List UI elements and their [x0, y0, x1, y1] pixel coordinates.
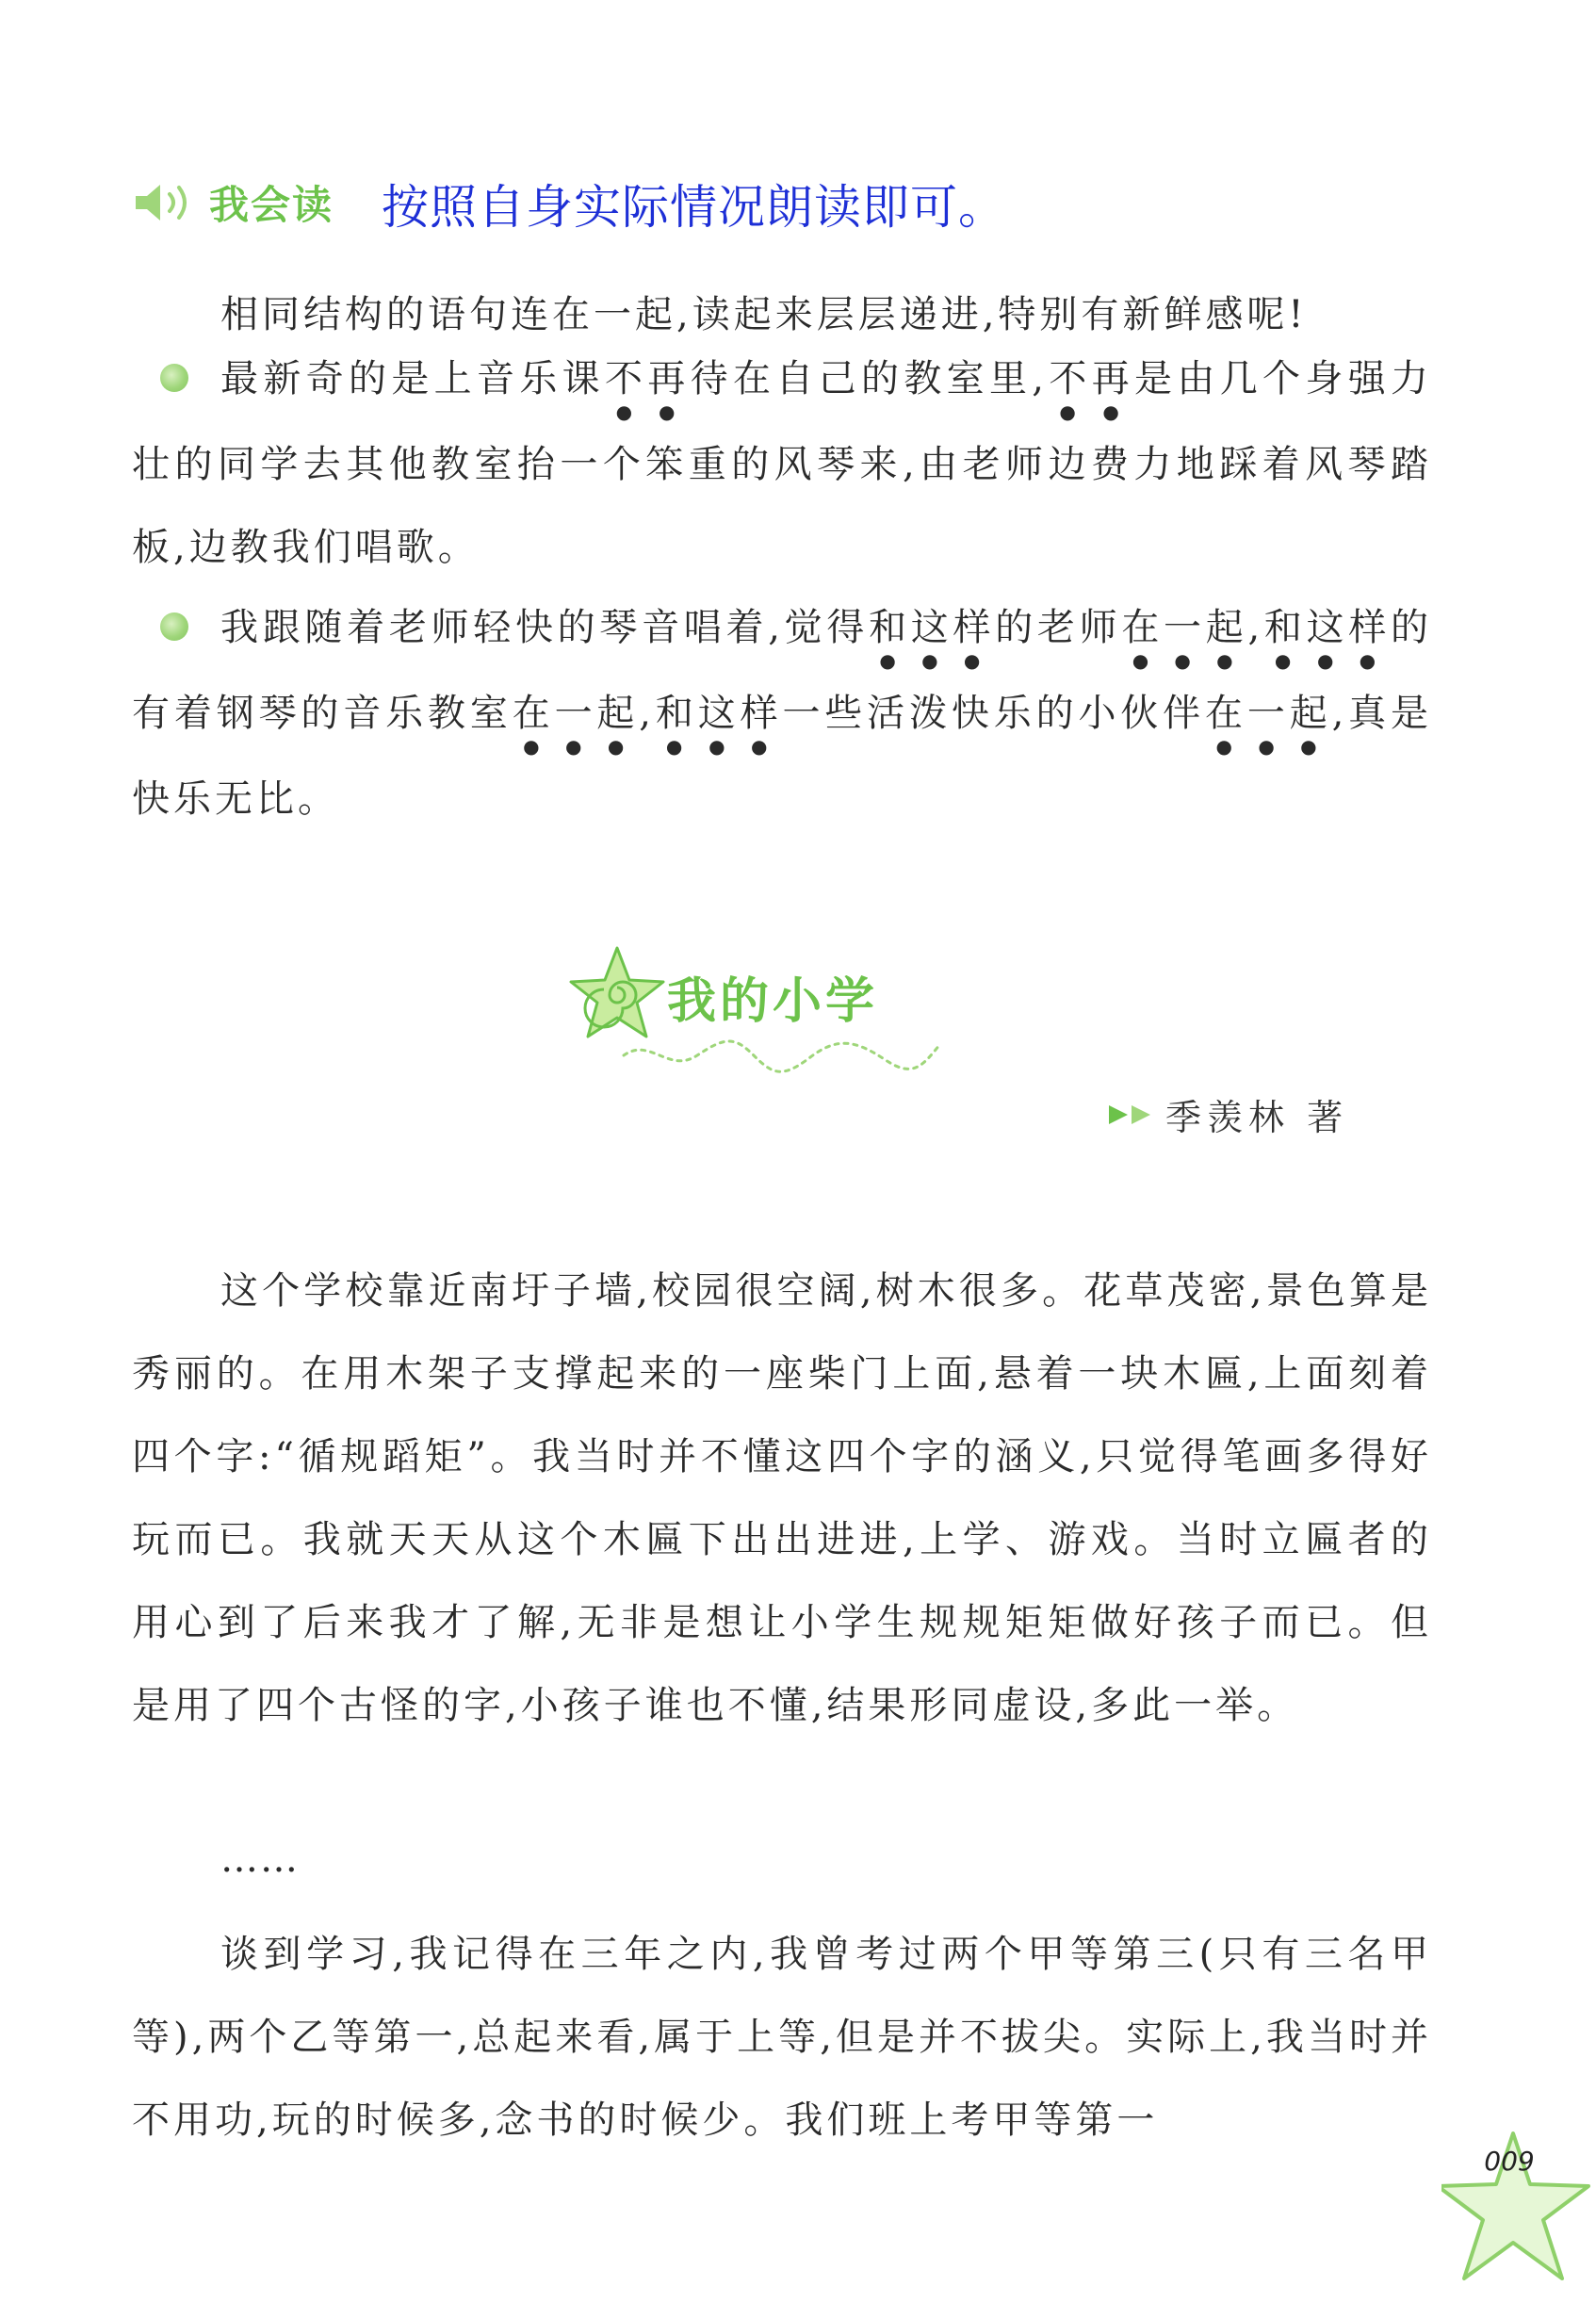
ellipsis: ……	[220, 1837, 300, 1881]
emphasis-text: 在一起	[512, 692, 640, 735]
emphasis-text: 和这样	[1263, 606, 1392, 649]
arrow-icon	[1107, 1103, 1156, 1126]
article-title-block	[565, 942, 942, 1093]
author-name: 季羡林 著	[1165, 1097, 1349, 1138]
emphasis-text: 和这样	[655, 692, 783, 735]
emphasis-text: 在一起	[1121, 606, 1248, 649]
author-line	[1107, 1088, 1348, 1140]
page-number: 009	[1484, 2146, 1535, 2177]
emphasis-text: 和这样	[869, 606, 996, 649]
page-number-star-icon	[1441, 2111, 1592, 2309]
answer-note: 按照自身实际情况朗读即可。	[382, 180, 1006, 235]
intro-paragraph: 相同结构的语句连在一起,读起来层层递进,特别有新鲜感呢!	[220, 293, 1308, 336]
read-section-header	[132, 170, 334, 236]
read-section-label: 我会读	[209, 182, 334, 228]
example-paragraph-1: 最新奇的是上音乐课不再待在自己的教室里,不再是由几个身强力壮的同学去其他教室抬一个笨重的风琴来,由老师边费力地踩着风琴踏板,边教我们唱歌。	[132, 357, 1433, 569]
emphasis-text: 不再	[604, 357, 691, 400]
example-paragraph-2: 我跟随着老师轻快的琴音唱着,觉得和这样的老师在一起,和这样的有着钢琴的音乐教室在一起,和这样一些活泼快乐的小伙伴在一起,真是快乐无比。	[132, 606, 1433, 821]
page-title: 我的小学	[667, 973, 879, 1030]
decorative-swirl-line	[622, 1027, 942, 1084]
emphasis-text: 不再	[1048, 357, 1135, 400]
article-paragraph-1: 这个学校靠近南圩子墙,校园很空阔,树木很多。花草茂密,景色算是秀丽的。在用木架子支撑起来的一座柴门上面,悬着一块木匾,上面刻着四个字:“循规蹈矩”。我当时并不懂这四个字的涵义,只觉得笔画多得好玩而已。我就天天从这个木匾下出出进进,上学、游戏。当时立匾者的用心到了后来我才了解,无非是想让小学生规规矩矩做好孩子而已。但是用了四个古怪的字,小孩子谁也不懂,结果形同虚设,多此一举。	[132, 1269, 1432, 1727]
speaker-icon	[132, 179, 196, 226]
article-paragraph-2: 谈到学习,我记得在三年之内,我曾考过两个甲等第三(只有三名甲等),两个乙等第一,总起来看,属于上等,但是并不拔尖。实际上,我当时并不用功,玩的时候多,念书的时候少。我们班上考甲等第一	[132, 1933, 1432, 2142]
emphasis-text: 在一起	[1205, 692, 1332, 735]
